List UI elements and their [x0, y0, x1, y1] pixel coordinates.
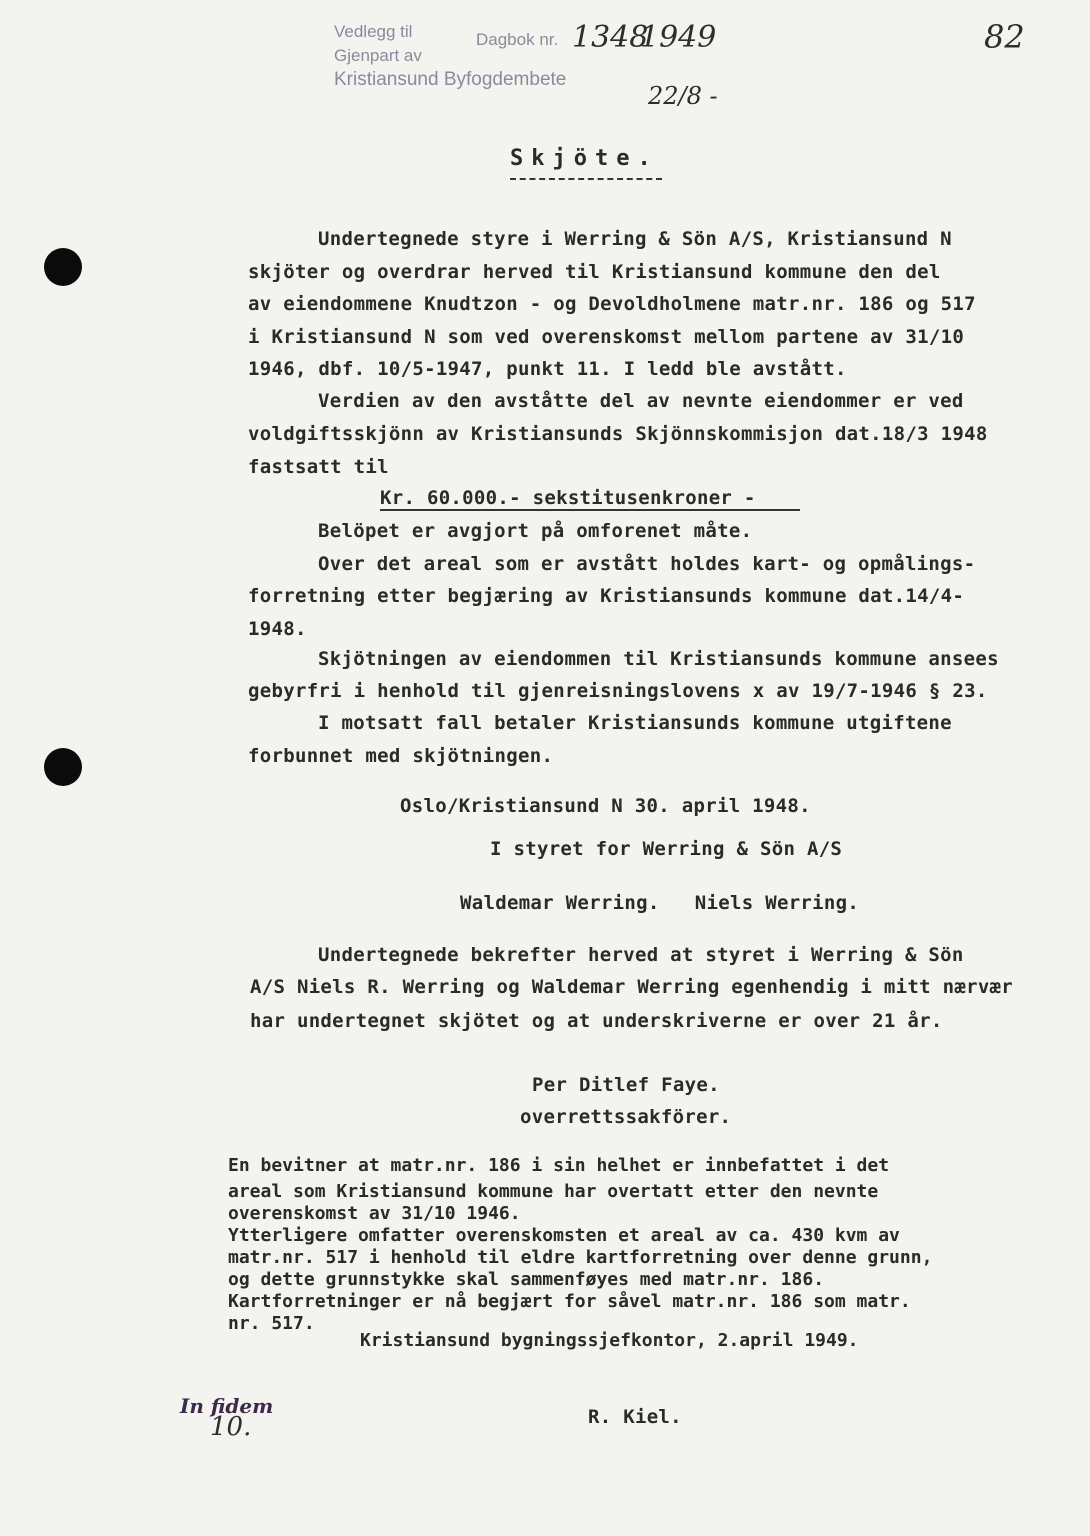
margin-note: In fidem	[180, 1394, 274, 1418]
amount-line: Kr. 60.000.- sekstitusenkroner -	[380, 487, 756, 509]
dagbok-year: 1949	[640, 20, 717, 55]
stamp-line-1: Vedlegg til	[334, 22, 413, 41]
dagbok-label: Dagbok nr.	[476, 30, 559, 49]
attest-line-1: Undertegnede bekrefter herved at styret i Werring & Sön	[318, 944, 964, 966]
second-line-6: og dette grunnstykke skal sammenføyes med matr.nr. 186.	[228, 1269, 825, 1290]
body-line-11: Over det areal som er avstått holdes kart- og opmålings-	[318, 553, 976, 575]
body-line-16: I motsatt fall betaler Kristiansunds kommune utgiftene	[318, 712, 952, 734]
date-handwritten: 22/8 -	[648, 82, 718, 110]
punch-hole-top	[44, 248, 82, 286]
page-number: 82	[984, 18, 1025, 56]
second-line-7: Kartforretninger er nå begjært for såvel matr.nr. 186 som matr.	[228, 1291, 911, 1312]
body-line-1: Undertegnede styre i Werring & Sön A/S, Kristiansund N	[318, 228, 952, 250]
second-line-4: Ytterligere omfatter overenskomsten et areal av ca. 430 kvm av	[228, 1225, 900, 1246]
margin-number: 10.	[210, 1412, 252, 1442]
attest-line-2: A/S Niels R. Werring og Waldemar Werring egenhendig i mitt nærvær	[250, 976, 1014, 998]
attest-line-3: har undertegnet skjötet og at underskriverne er over 21 år.	[250, 1010, 943, 1032]
document-title: Skjöte.	[510, 146, 659, 171]
dagbok-number: 1348	[572, 20, 649, 55]
second-line-1: En bevitner at matr.nr. 186 i sin helhet er innbefattet i det	[228, 1155, 890, 1176]
signatories-line: Waldemar Werring. Niels Werring.	[460, 892, 860, 914]
second-line-2: areal som Kristiansund kommune har overtatt etter den nevnte	[228, 1181, 879, 1202]
body-line-3: av eiendommene Knudtzon - og Devoldholmene matr.nr. 186 og 517	[248, 293, 976, 315]
lawyer-name: Per Ditlef Faye.	[532, 1074, 720, 1096]
body-line-13: 1948.	[248, 618, 307, 640]
second-line-9: Kristiansund bygningssjefkontor, 2.april 1949.	[360, 1330, 859, 1351]
title-underline	[510, 178, 662, 180]
body-line-15: gebyrfri i henhold til gjenreisningslovens x av 19/7-1946 § 23.	[248, 680, 988, 702]
body-line-6: Verdien av den avståtte del av nevnte eiendommer er ved	[318, 390, 964, 412]
body-line-7: voldgiftsskjönn av Kristiansunds Skjönnskommisjon dat.18/3 1948	[248, 423, 988, 445]
second-line-8: nr. 517.	[228, 1313, 315, 1334]
place-date-line: Oslo/Kristiansund N 30. april 1948.	[400, 795, 811, 817]
amount-underline	[380, 509, 800, 511]
lawyer-title: overrettssakförer.	[520, 1106, 732, 1128]
punch-hole-middle	[44, 748, 82, 786]
stamp-line-2: Gjenpart av	[334, 46, 422, 65]
second-line-3: overenskomst av 31/10 1946.	[228, 1203, 521, 1224]
body-line-12: forretning etter begjæring av Kristiansunds kommune dat.14/4-	[248, 585, 965, 607]
body-line-10: Belöpet er avgjort på omforenet måte.	[318, 520, 753, 542]
body-line-4: i Kristiansund N som ved overenskomst mellom partene av 31/10	[248, 326, 965, 348]
body-line-17: forbunnet med skjötningen.	[248, 745, 554, 767]
body-line-14: Skjötningen av eiendommen til Kristiansunds kommune ansees	[318, 648, 999, 670]
body-line-5: 1946, dbf. 10/5-1947, punkt 11. I ledd ble avstått.	[248, 358, 847, 380]
second-line-5: matr.nr. 517 i henhold til eldre kartforretning over denne grunn,	[228, 1247, 933, 1268]
body-line-8: fastsatt til	[248, 456, 389, 478]
signature: R. Kiel.	[588, 1406, 682, 1428]
body-line-2: skjöter og overdrar herved til Kristiansund kommune den del	[248, 261, 941, 283]
stamp-line-3: Kristiansund Byfogdembete	[334, 69, 567, 90]
board-line: I styret for Werring & Sön A/S	[490, 838, 843, 860]
